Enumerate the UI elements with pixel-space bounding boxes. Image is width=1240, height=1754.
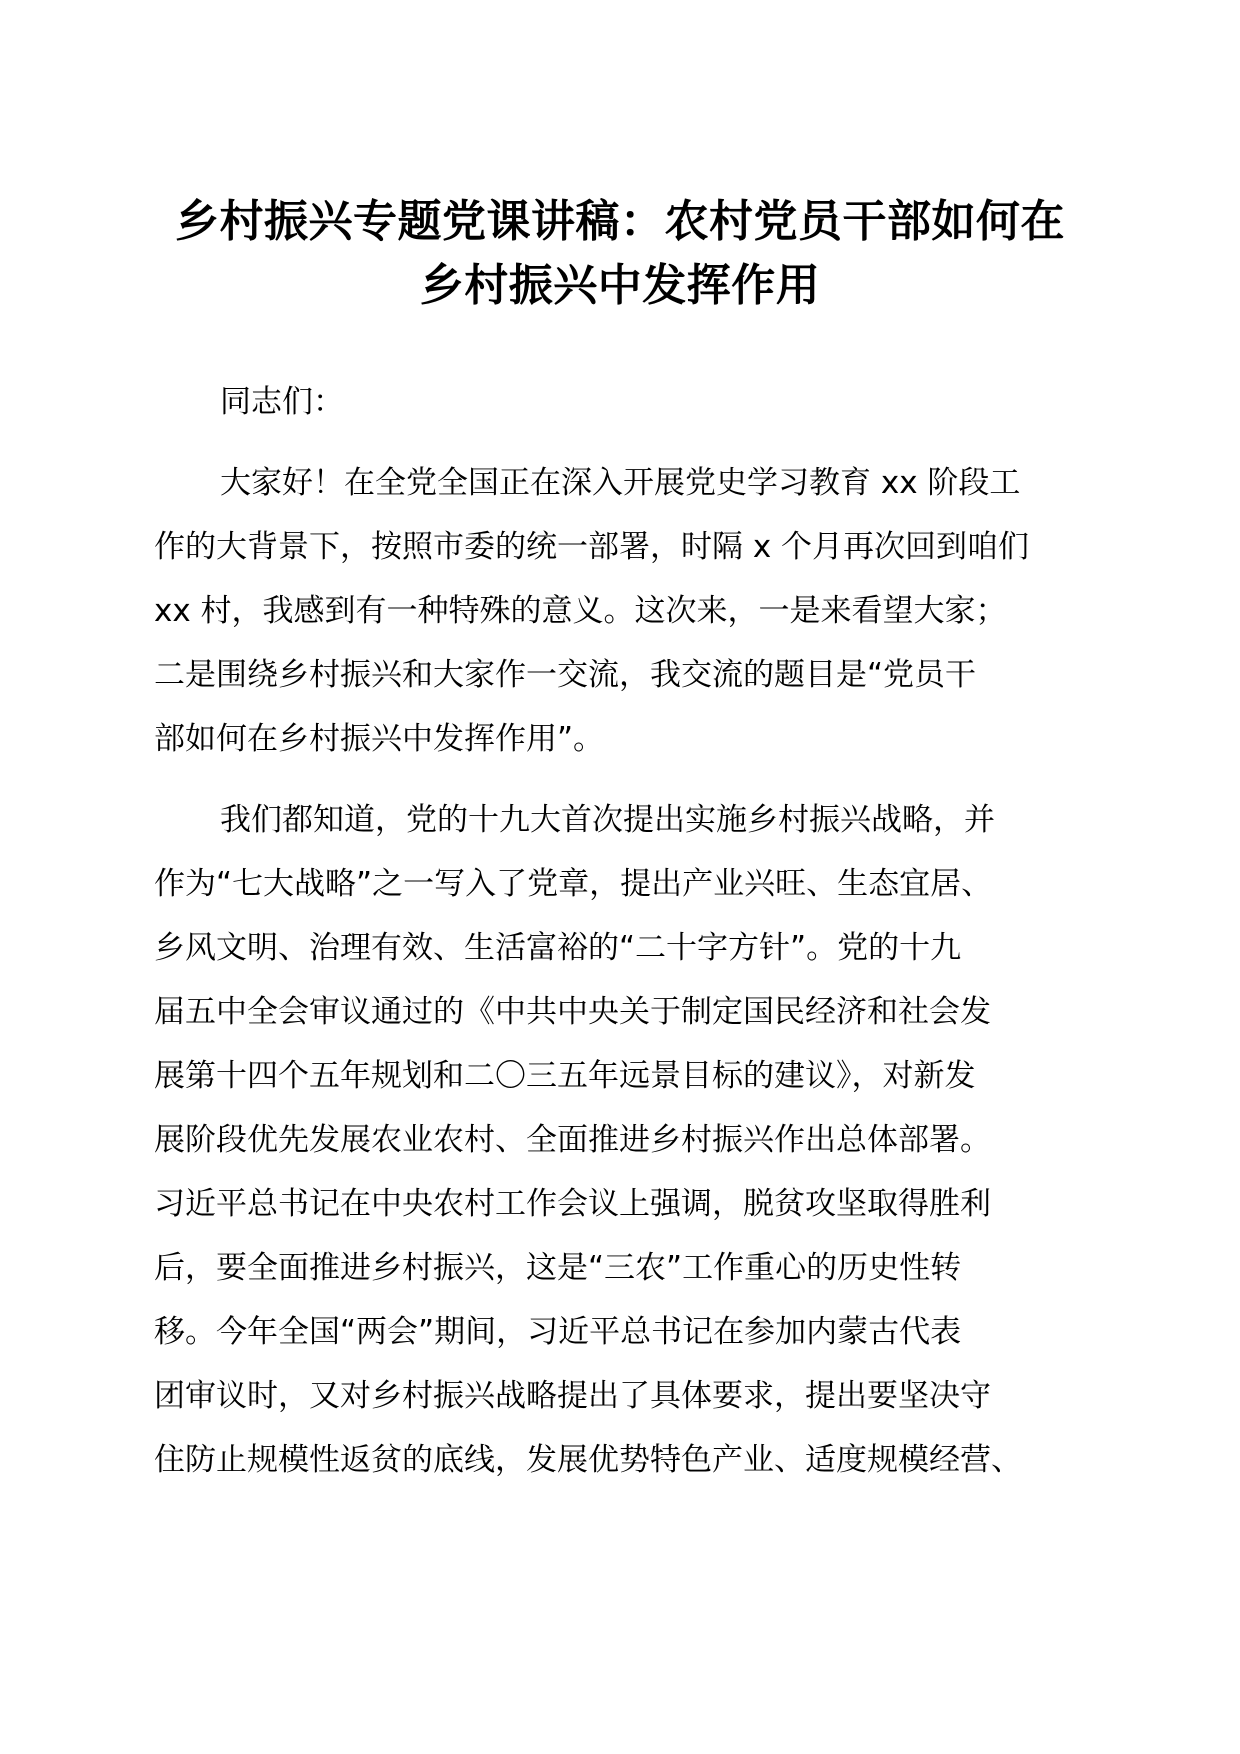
paragraph-line: 大家好！在全党全国正在深入开展党史学习教育 xx 阶段工 bbox=[220, 465, 1021, 501]
paragraph-line: 作的大背景下，按照市委的统一部署，时隔 x 个月再次回到咱们 bbox=[154, 529, 1030, 565]
document-body bbox=[154, 370, 1094, 1492]
salutation: 同志们： bbox=[220, 384, 344, 420]
paragraph-line: 作为“七大战略”之一写入了党章，提出产业兴旺、生态宜居、 bbox=[154, 866, 993, 902]
paragraph-line: 展第十四个五年规划和二〇三五年远景目标的建议》，对新发 bbox=[154, 1058, 976, 1094]
paragraph-line: 届五中全会审议通过的《中共中央关于制定国民经济和社会发 bbox=[154, 994, 991, 1030]
paragraph-2 bbox=[154, 788, 1094, 1492]
paragraph-line: 移。今年全国“两会”期间，习近平总书记在参加内蒙古代表 bbox=[154, 1314, 962, 1350]
paragraph-line: 乡风文明、治理有效、生活富裕的“二十字方针”。党的十九 bbox=[154, 930, 962, 966]
paragraph-line: 住防止规模性返贫的底线，发展优势特色产业、适度规模经营、 bbox=[154, 1442, 1022, 1478]
paragraph-line: 后，要全面推进乡村振兴，这是“三农”工作重心的历史性转 bbox=[154, 1250, 962, 1286]
title-line-1: 乡村振兴专题党课讲稿：农村党员干部如何在 bbox=[175, 196, 1065, 247]
document-title bbox=[150, 190, 1090, 318]
paragraph-line: 团审议时，又对乡村振兴战略提出了具体要求，提出要坚决守 bbox=[154, 1378, 991, 1414]
paragraph-line: 部如何在乡村振兴中发挥作用”。 bbox=[154, 721, 605, 757]
title-line-2: 乡村振兴中发挥作用 bbox=[419, 260, 821, 311]
paragraph-line: 二是围绕乡村振兴和大家作一交流，我交流的题目是“党员干 bbox=[154, 657, 977, 693]
paragraph-line: xx 村，我感到有一种特殊的意义。这次来，一是来看望大家； bbox=[154, 593, 1007, 629]
paragraph-line: 习近平总书记在中央农村工作会议上强调，脱贫攻坚取得胜利 bbox=[154, 1186, 991, 1222]
paragraph-1 bbox=[154, 451, 1094, 771]
paragraph-line: 我们都知道，党的十九大首次提出实施乡村振兴战略，并 bbox=[220, 802, 995, 838]
paragraph-line: 展阶段优先发展农业农村、全面推进乡村振兴作出总体部署。 bbox=[154, 1122, 991, 1158]
